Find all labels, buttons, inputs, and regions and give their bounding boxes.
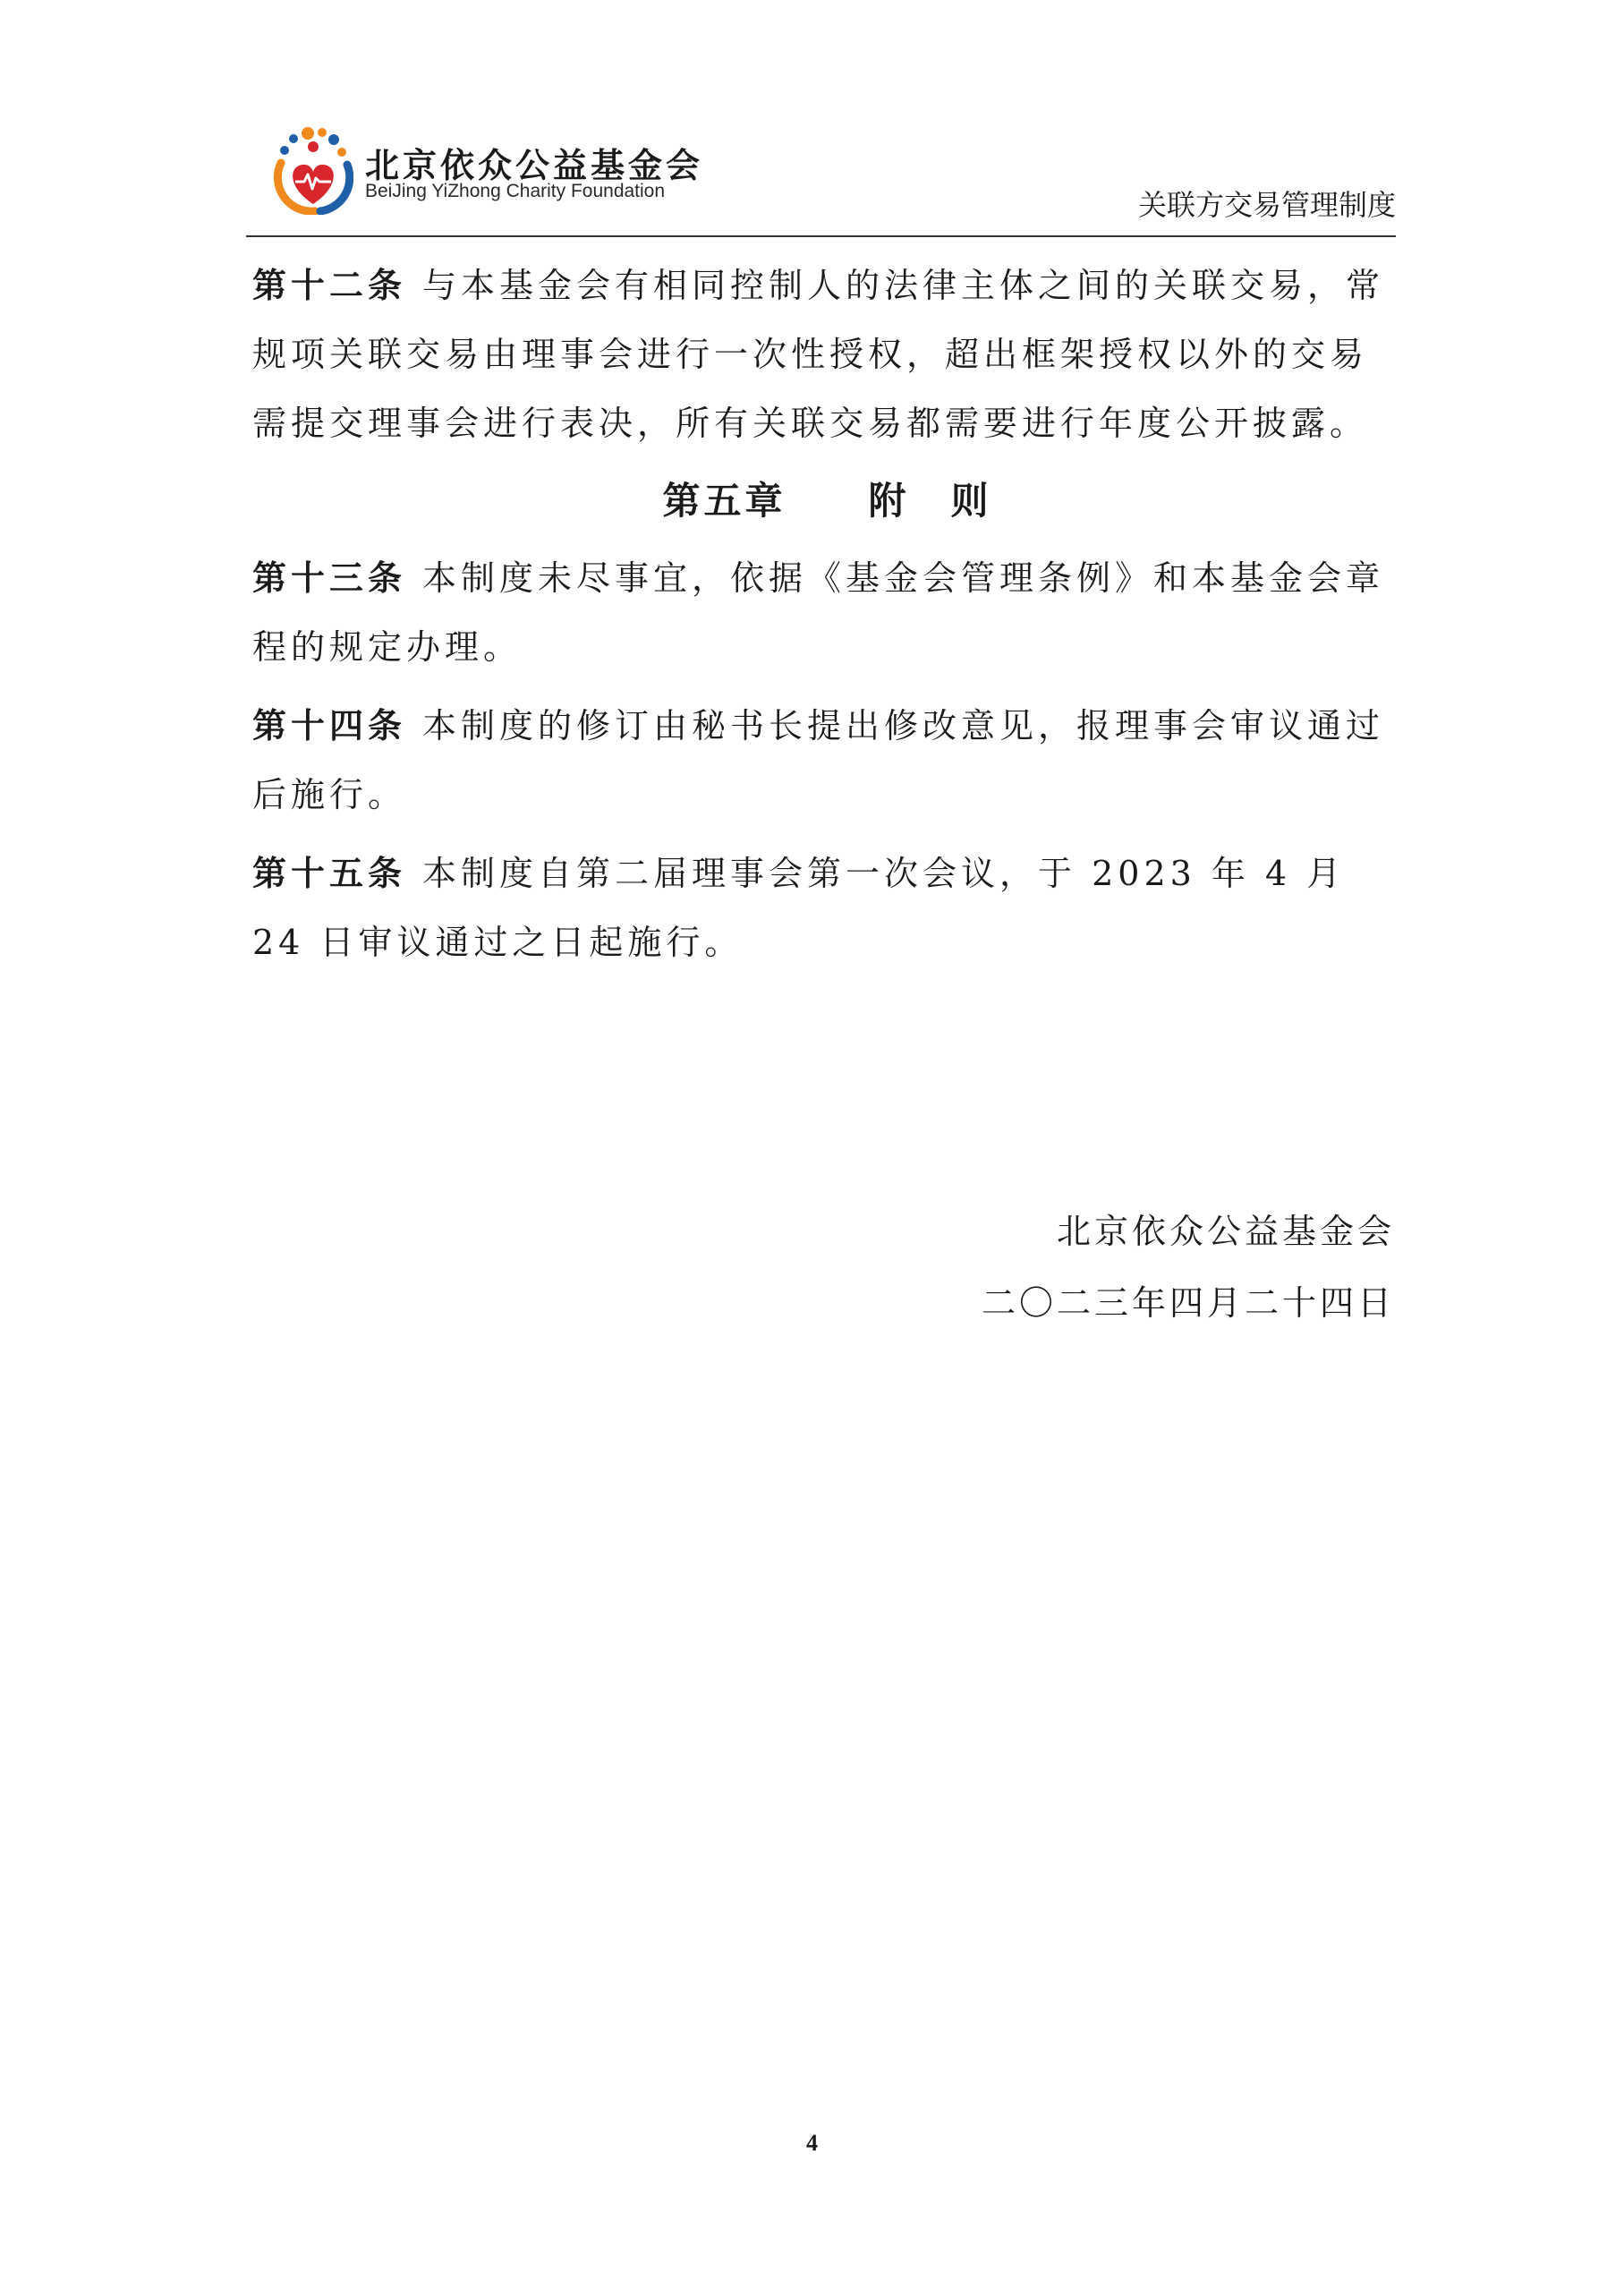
org-name-cn: 北京依众公益基金会 bbox=[365, 146, 704, 185]
article-heading: 第十二条 bbox=[252, 265, 407, 305]
article-heading: 第十四条 bbox=[252, 705, 407, 745]
page-header bbox=[268, 125, 1396, 233]
foundation-logo-icon bbox=[268, 125, 353, 215]
chapter-heading: 第五章 附 则 bbox=[662, 479, 992, 523]
article-text: 本制度未尽事宜，依据《基金会管理条例》和本基金会章程的规定办理。 bbox=[252, 558, 1385, 667]
article-12 bbox=[252, 251, 1402, 458]
org-name-en: BeiJing YiZhong Charity Foundation bbox=[365, 181, 666, 201]
article-14 bbox=[252, 691, 1402, 830]
article-text: 本制度自第二届理事会第一次会议，于 2023 年 4 月 24 日审议通过之日起施行。 bbox=[252, 854, 1346, 962]
header-divider bbox=[246, 235, 1396, 237]
document-body bbox=[252, 251, 1402, 977]
article-heading: 第十三条 bbox=[252, 558, 407, 598]
document-title: 关联方交易管理制度 bbox=[1137, 188, 1396, 222]
page-number: 4 bbox=[806, 2130, 818, 2156]
signature-date: 二〇二三年四月二十四日 bbox=[981, 1283, 1395, 1323]
article-13 bbox=[252, 543, 1402, 682]
article-heading: 第十五条 bbox=[252, 853, 407, 893]
article-text: 本制度的修订由秘书长提出修改意见，报理事会审议通过后施行。 bbox=[252, 706, 1385, 814]
article-text: 与本基金会有相同控制人的法律主体之间的关联交易，常规项关联交易由理事会进行一次性授权，超出框架授权以外的交易需提交理事会进行表决，所有关联交易都需要进行年度公开披露。 bbox=[252, 266, 1385, 443]
signature-org: 北京依众公益基金会 bbox=[1056, 1212, 1395, 1251]
article-15 bbox=[252, 839, 1402, 977]
